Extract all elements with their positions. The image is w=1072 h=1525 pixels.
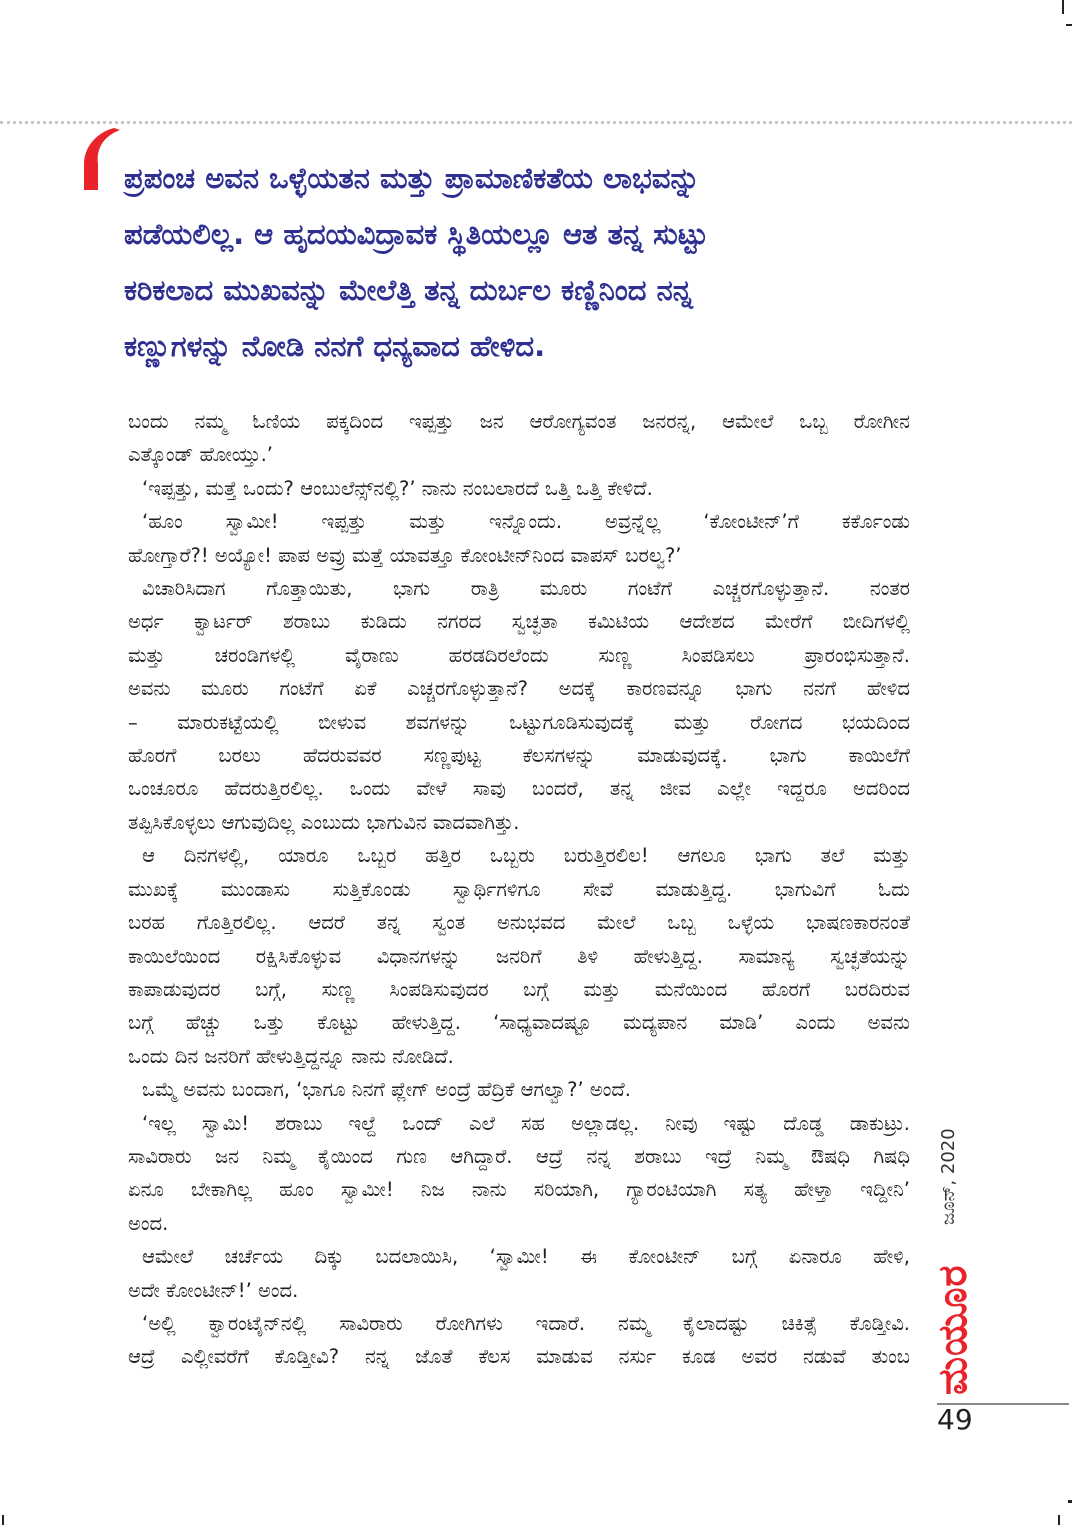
- body-line: ಒಂಚೂರೂ ಹೆದರುತ್ತಿರಲಿಲ್ಲ. ಒಂದು ವೇಳೆ ಸಾವು ಬಂದರೆ, ತನ್ನ ಜೀವ ಎಲ್ಲೇ ಇದ್ದರೂ ಅದರಿಂದ: [128, 777, 910, 801]
- dotted-divider: [0, 121, 1072, 124]
- crop-mark: [1066, 24, 1072, 26]
- body-line: ‘ಹೂಂ ಸ್ವಾಮೀ! ಇಪ್ಪತ್ತು ಮತ್ತು ಇನ್ನೊಂದು. ಅವ್ರನ್ನೆಲ್ಲ ‘ಕೋಂಟೀನ್’ಗೆ ಕರ್ಕೊಂಡು: [142, 510, 910, 534]
- article-body: [128, 405, 910, 1374]
- body-line: ತಪ್ಪಿಸಿಕೊಳ್ಳಲು ಆಗುವುದಿಲ್ಲ ಎಂಬುದು ಭಾಗುವಿನ ವಾದವಾಗಿತ್ತು.: [128, 810, 520, 834]
- pull-quote-line: ಕಣ್ಣುಗಳನ್ನು ನೋಡಿ ನನಗೆ ಧನ್ಯವಾದ ಹೇಳಿದ.: [124, 329, 546, 363]
- body-line: ಬಂದು ನಮ್ಮ ಓಣಿಯ ಪಕ್ಕದಿಂದ ಇಪ್ಪತ್ತು ಜನ ಆರೋಗ್ಯವಂತ ಜನರನ್ನ, ಆಮೇಲೆ ಒಬ್ಬ ರೋಗೀನ: [128, 410, 910, 433]
- body-line: ಕಾಪಾಡುವುದರ ಬಗ್ಗೆ, ಸುಣ್ಣ ಸಿಂಪಡಿಸುವುದರ ಬಗ್ಗೆ ಮತ್ತು ಮನೆಯಿಂದ ಹೊರಗೆ ಬರದಿರುವ: [128, 977, 910, 1001]
- magazine-logo: ಮಯೂರ: [930, 1264, 976, 1395]
- crop-mark: [2, 1515, 4, 1525]
- body-line: ಅಂದ.: [128, 1211, 169, 1235]
- pull-quote-line: ಕರಿಕಲಾದ ಮುಖವನ್ನು ಮೇಲೆತ್ತಿ ತನ್ನ ದುರ್ಬಲ ಕಣ್ಣಿನಿಂದ ನನ್ನ: [124, 273, 693, 307]
- body-line: ಆದ್ರೆ ಎಲ್ಲೀವರೆಗೆ ಕೊಡ್ತೀವಿ? ನನ್ನ ಜೊತೆ ಕೆಲಸ ಮಾಡುವ ನರ್ಸು ಕೂಡ ಅವರ ನಡುವೆ ತುಂಬ: [128, 1345, 910, 1369]
- quote-mark-icon: [84, 128, 120, 190]
- body-line: ಮುಖಕ್ಕೆ ಮುಂಡಾಸು ಸುತ್ತಿಕೊಂಡು ಸ್ವಾರ್ಥಿಗಳಿಗೂ ಸೇವೆ ಮಾಡುತ್ತಿದ್ದ. ಭಾಗುವಿಗೆ ಓದು: [128, 877, 910, 901]
- issue-date: ಜೂನ್, 2020: [938, 1128, 959, 1225]
- body-line: ಅರ್ಧ ಕ್ವಾರ್ಟರ್ ಶರಾಬು ಕುಡಿದು ನಗರದ ಸ್ವಚ್ಛತಾ ಕಮಿಟಿಯ ಆದೇಶದ ಮೇರೆಗೆ ಬೀದಿಗಳಲ್ಲಿ: [128, 610, 910, 634]
- body-line: ಎತ್ಕೊಂಡ್ ಹೋಯ್ತು.’: [128, 443, 273, 467]
- body-line: ಆಮೇಲೆ ಚರ್ಚೆಯ ದಿಕ್ಕು ಬದಲಾಯಿಸಿ, ‘ಸ್ವಾಮೀ! ಈ ಕೋಂಟೀನ್ ಬಗ್ಗೆ ಏನಾರೂ ಹೇಳಿ,: [142, 1245, 910, 1269]
- pull-quote-line: ಪ್ರಪಂಚ ಅವನ ಒಳ್ಳೆಯತನ ಮತ್ತು ಪ್ರಾಮಾಣಿಕತೆಯ ಲಾಭವನ್ನು: [124, 161, 700, 195]
- body-line: ಬಗ್ಗೆ ಹೆಚ್ಚು ಒತ್ತು ಕೊಟ್ಟು ಹೇಳುತ್ತಿದ್ದ. ‘ಸಾಧ್ಯವಾದಷ್ಟೂ ಮದ್ಯಪಾನ ಮಾಡಿ’ ಎಂದು ಅವನು: [128, 1011, 910, 1035]
- body-line: ‘ಅಲ್ಲಿ ಕ್ವಾರಂಟೈನ್‌ನಲ್ಲಿ ಸಾವಿರಾರು ರೋಗಿಗಳು ಇದಾರೆ. ನಮ್ಮ ಕೈಲಾದಷ್ಟು ಚಿಕಿತ್ಸೆ ಕೊಡ್ತೀವಿ.: [142, 1311, 910, 1335]
- body-line: ಅವನು ಮೂರು ಗಂಟೆಗೆ ಏಕೆ ಎಚ್ಚರಗೊಳ್ಳುತ್ತಾನೆ? ಅದಕ್ಕೆ ಕಾರಣವನ್ನೂ ಭಾಗು ನನಗೆ ಹೇಳಿದ: [128, 677, 910, 701]
- body-line: ಆ ದಿನಗಳಲ್ಲಿ, ಯಾರೂ ಒಬ್ಬರ ಹತ್ತಿರ ಒಬ್ಬರು ಬರುತ್ತಿರಲಿಲ! ಆಗಲೂ ಭಾಗು ತಲೆ ಮತ್ತು: [142, 844, 910, 868]
- body-line: ವಿಚಾರಿಸಿದಾಗ ಗೊತ್ತಾಯಿತು, ಭಾಗು ರಾತ್ರಿ ಮೂರು ಗಂಟೆಗೆ ಎಚ್ಚರಗೊಳ್ಳುತ್ತಾನೆ. ನಂತರ: [142, 577, 910, 601]
- body-line: – ಮಾರುಕಟ್ಟೆಯಲ್ಲಿ ಬೀಳುವ ಶವಗಳನ್ನು ಒಟ್ಟುಗೂಡಿಸುವುದಕ್ಕೆ ಮತ್ತು ರೋಗದ ಭಯದಿಂದ: [128, 710, 910, 734]
- body-line: ಸಾವಿರಾರು ಜನ ನಿಮ್ಮ ಕೈಯಿಂದ ಗುಣ ಆಗಿದ್ದಾರೆ. ಆದ್ರೆ ನನ್ನ ಶರಾಬು ಇದ್ರೆ ನಿಮ್ಮ ಔಷಧಿ ಗಿಷಧಿ: [128, 1144, 910, 1168]
- body-line: ಏನೂ ಬೇಕಾಗಿಲ್ಲ ಹೂಂ ಸ್ವಾಮೀ! ನಿಜ ನಾನು ಸರಿಯಾಗಿ, ಗ್ಯಾರಂಟಿಯಾಗಿ ಸತ್ಯ ಹೇಳ್ತಾ ಇದ್ದೀನಿ’: [128, 1178, 910, 1202]
- body-line: ಒಂದು ದಿನ ಜನರಿಗೆ ಹೇಳುತ್ತಿದ್ದನ್ನೂ ನಾನು ನೋಡಿದೆ.: [128, 1044, 454, 1068]
- body-line: ಮತ್ತು ಚರಂಡಿಗಳಲ್ಲಿ ವೈರಾಣು ಹರಡದಿರಲೆಂದು ಸುಣ್ಣ ಸಿಂಪಡಿಸಲು ಪ್ರಾರಂಭಿಸುತ್ತಾನೆ.: [128, 643, 910, 667]
- crop-mark: [1058, 1515, 1060, 1525]
- body-line: ಬರಹ ಗೊತ್ತಿರಲಿಲ್ಲ. ಆದರೆ ತನ್ನ ಸ್ವಂತ ಅನುಭವದ ಮೇಲೆ ಒಬ್ಬ ಒಳ್ಳೆಯ ಭಾಷಣಕಾರನಂತೆ: [128, 911, 910, 935]
- body-line: ಒಮ್ಮೆ ಅವನು ಬಂದಾಗ, ‘ಭಾಗೂ ನಿನಗೆ ಪ್ಲೇಗ್ ಅಂದ್ರೆ ಹೆದ್ರಿಕೆ ಆಗಲ್ವಾ?’ ಅಂದೆ.: [142, 1078, 631, 1102]
- pull-quote-line: ಪಡೆಯಲಿಲ್ಲ. ಆ ಹೃದಯವಿದ್ರಾವಕ ಸ್ಥಿತಿಯಲ್ಲೂ ಆತ ತನ್ನ ಸುಟ್ಟು: [124, 217, 708, 251]
- crop-mark: [1062, 0, 1064, 14]
- body-line: ಹೋಗ್ತಾರೆ?! ಅಯ್ಯೋ! ಪಾಪ ಅವ್ರು ಮತ್ತೆ ಯಾವತ್ತೂ ಕೋಂಟೀನ್‌ನಿಂದ ವಾಪಸ್ ಬರಲ್ವ?’: [128, 543, 682, 567]
- body-line: ಅದೇ ಕೋಂಟೀನ್!’ ಅಂದ.: [128, 1278, 299, 1302]
- body-line: ಹೊರಗೆ ಬರಲು ಹೆದರುವವರ ಸಣ್ಣಪುಟ್ಟ ಕೆಲಸಗಳನ್ನು ಮಾಡುವುದಕ್ಕೆ. ಭಾಗು ಕಾಯಿಲೆಗೆ: [128, 744, 910, 768]
- body-line: ‘ಇಪ್ಪತ್ತು, ಮತ್ತೆ ಒಂದು? ಆಂಬುಲೆನ್ಸ್‌ನಲ್ಲಿ?’ ನಾನು ನಂಬಲಾರದೆ ಒತ್ತಿ ಒತ್ತಿ ಕೇಳಿದೆ.: [142, 476, 653, 500]
- body-line: ‘ಇಲ್ಲ ಸ್ವಾಮಿ! ಶರಾಬು ಇಲ್ದೆ ಒಂದ್ ಎಲೆ ಸಹ ಅಲ್ಲಾಡಲ್ಲ. ನೀವು ಇಷ್ಟು ದೊಡ್ಡ ಡಾಕುಟ್ರು.: [142, 1111, 910, 1135]
- crop-mark: [1068, 1500, 1072, 1503]
- page-number: 49: [937, 1403, 973, 1436]
- body-line: ಕಾಯಿಲೆಯಿಂದ ರಕ್ಷಿಸಿಕೊಳ್ಳುವ ವಿಧಾನಗಳನ್ನು ಜನರಿಗೆ ತಿಳಿ ಹೇಳುತ್ತಿದ್ದ. ಸಾಮಾನ್ಯ ಸ್ವಚ್ಛತೆಯನ್ನು: [128, 944, 910, 968]
- pull-quote: [124, 150, 904, 374]
